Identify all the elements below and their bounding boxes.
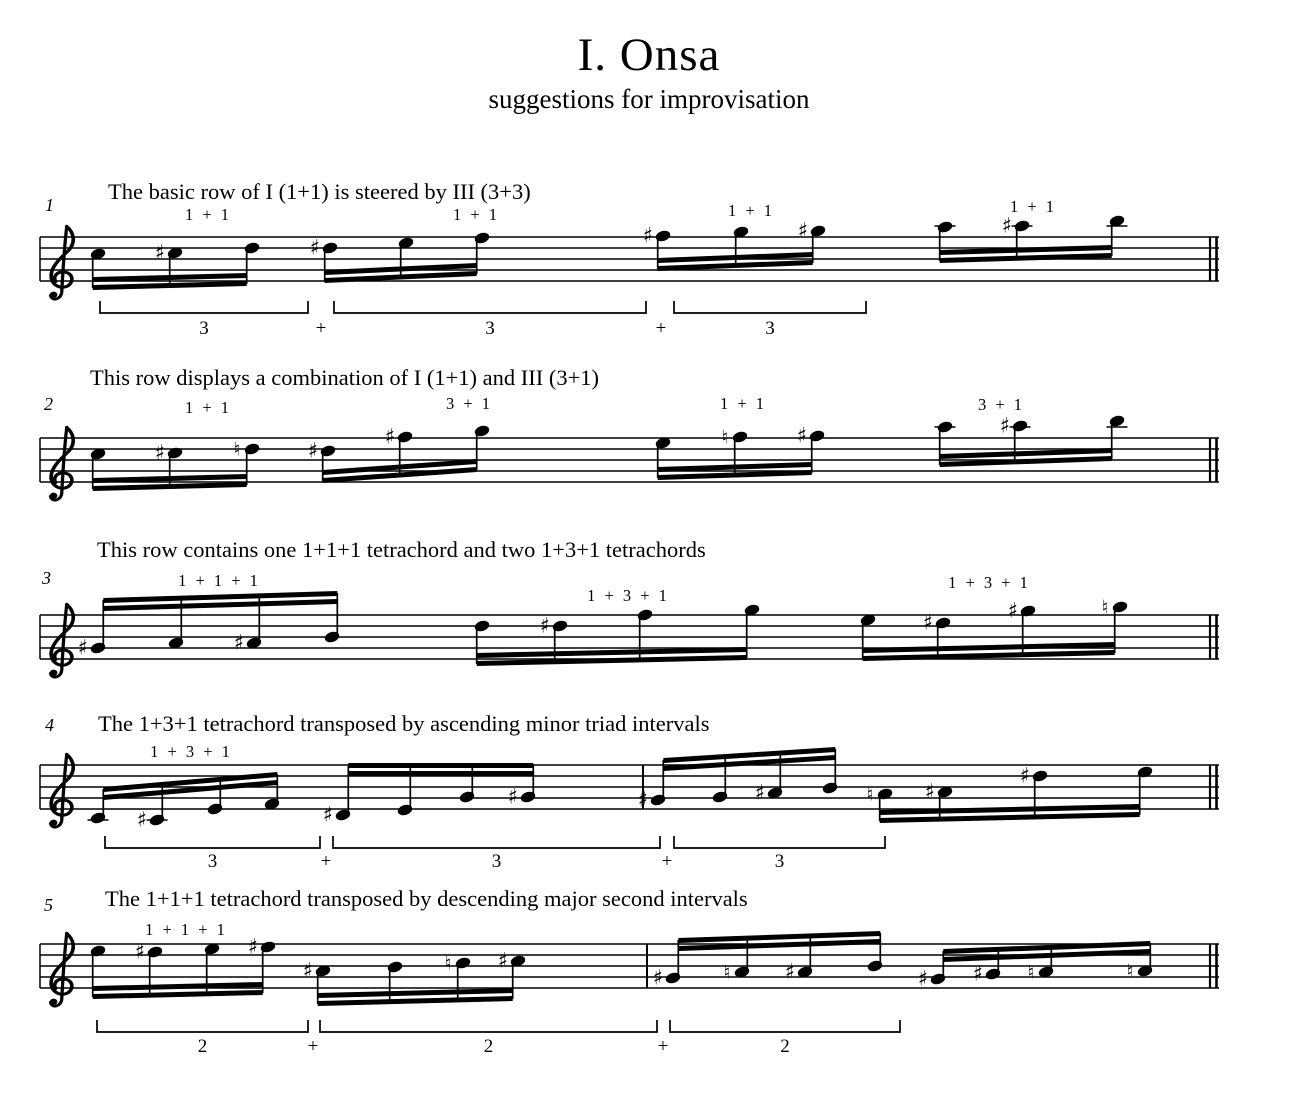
analysis-bracket: [674, 836, 885, 848]
group-interval-label: 1 + 1: [452, 205, 498, 224]
plus-sign: +: [307, 1036, 319, 1057]
note-group: [89, 920, 276, 999]
sharp-icon: ♯: [322, 802, 334, 827]
system-caption: The 1+3+1 tetrachord transposed by ascending minor triad intervals: [98, 711, 710, 736]
bracket-interval-label: 3: [774, 851, 785, 872]
sharp-icon: ♯: [796, 423, 808, 448]
analysis-bracket: [100, 301, 308, 313]
plus-sign: +: [661, 851, 673, 872]
system-caption: This row displays a combination of I (1+1) and III (3+1): [90, 365, 600, 390]
system-number: 3: [42, 568, 51, 588]
system-number: 1: [45, 195, 54, 215]
plus-sign: +: [315, 318, 327, 339]
note-group: [867, 764, 1154, 824]
system-caption: The 1+1+1 tetrachord transposed by descending major second intervals: [105, 886, 748, 911]
note-group: [638, 747, 839, 812]
system-number: 4: [45, 715, 54, 735]
sharp-icon: ♯: [497, 948, 509, 973]
analysis-bracket: [334, 301, 646, 313]
system-5: [40, 886, 1219, 1057]
sharp-icon: ♯: [999, 413, 1011, 438]
analysis-bracket: [674, 301, 866, 313]
sharp-icon: ♯: [972, 961, 984, 986]
natural-icon: ♮: [721, 426, 729, 449]
page-title: I. Onsa: [577, 29, 721, 81]
sharp-icon: ♯: [917, 966, 929, 991]
group-interval-label: 1 + 1: [719, 394, 765, 413]
sharp-icon: ♯: [154, 240, 166, 265]
clef-dot: [50, 670, 58, 676]
system-number: 5: [44, 895, 53, 915]
group-interval-label: 1 + 1 + 1: [145, 920, 225, 939]
note-group: [89, 398, 260, 491]
bracket-interval-label: 3: [765, 318, 775, 339]
natural-icon: ♮: [1126, 960, 1134, 983]
sharp-icon: ♯: [302, 958, 314, 983]
note-group: [653, 931, 884, 990]
natural-icon: ♮: [233, 438, 241, 461]
sharp-icon: ♯: [1001, 213, 1013, 238]
sharp-icon: ♯: [136, 807, 148, 832]
system-caption: This row contains one 1+1+1 tetrachord and two 1+3+1 tetrachords: [97, 537, 706, 562]
group-interval-label: 1 + 1: [1009, 197, 1055, 216]
analysis-bracket: [333, 836, 660, 848]
bracket-interval-label: 2: [197, 1036, 208, 1057]
natural-icon: ♮: [723, 961, 731, 984]
system-4: [40, 711, 1219, 872]
primary-beam: [348, 763, 533, 768]
group-interval-label: 1 + 1: [184, 205, 230, 224]
natural-icon: ♮: [866, 783, 874, 806]
system-2: [40, 365, 1219, 500]
plus-sign: +: [657, 1036, 669, 1057]
group-interval-label: 1 + 3 + 1: [587, 586, 667, 605]
note-group: [323, 763, 537, 827]
group-interval-label: 1 + 3 + 1: [948, 573, 1028, 592]
sharp-icon: ♯: [784, 959, 796, 984]
sharp-icon: ♯: [233, 630, 245, 655]
sharp-icon: ♯: [642, 223, 654, 248]
sharp-icon: ♯: [637, 787, 649, 812]
sharp-icon: ♯: [247, 934, 259, 959]
secondary-beam: [940, 245, 1112, 255]
system-1: [40, 179, 1219, 339]
note-group: [643, 201, 827, 271]
bracket-interval-label: 2: [483, 1036, 494, 1057]
secondary-beam: [318, 988, 513, 998]
natural-icon: ♮: [444, 952, 452, 975]
bracket-interval-label: 3: [207, 851, 218, 872]
group-interval-label: 3 + 1: [977, 395, 1023, 414]
primary-beam: [940, 253, 1112, 263]
sharp-icon: ♯: [1007, 598, 1019, 623]
group-interval-label: 1 + 1: [184, 398, 230, 417]
system-number: 2: [44, 394, 53, 414]
clef-dot: [50, 820, 58, 826]
natural-icon: ♮: [1101, 596, 1109, 619]
sharp-icon: ♯: [507, 784, 519, 809]
clef-dot: [50, 493, 58, 499]
note-group: [654, 394, 825, 480]
system-caption: The basic row of I (1+1) is steered by III (3+3): [108, 179, 531, 204]
note-group: [935, 197, 1128, 263]
secondary-beam: [348, 771, 533, 776]
primary-beam: [318, 996, 513, 1006]
natural-icon: ♮: [1027, 961, 1035, 984]
note-group: [935, 395, 1128, 467]
sharp-icon: ♯: [384, 424, 396, 449]
sharp-icon: ♯: [652, 965, 664, 990]
sharp-icon: ♯: [307, 438, 319, 463]
primary-beam: [93, 990, 263, 999]
page-subtitle: suggestions for improvisation: [488, 84, 810, 114]
sharp-icon: ♯: [797, 218, 809, 243]
analysis-bracket: [105, 836, 320, 848]
bracket-interval-label: 3: [199, 318, 209, 339]
sharp-icon: ♯: [539, 613, 551, 638]
plus-sign: +: [320, 851, 332, 872]
sharp-icon: ♯: [154, 440, 166, 465]
clef-dot: [50, 999, 58, 1005]
analysis-bracket: [320, 1020, 657, 1032]
note-group: [310, 205, 497, 283]
system-3: [40, 537, 1219, 677]
group-interval-label: 1 + 3 + 1: [150, 742, 230, 761]
sharp-icon: ♯: [754, 780, 766, 805]
analysis-bracket: [97, 1020, 308, 1032]
bracket-interval-label: 3: [491, 851, 502, 872]
secondary-beam: [93, 982, 263, 991]
group-interval-label: 1 + 1 + 1: [178, 571, 258, 590]
group-interval-label: 1 + 1: [727, 201, 773, 220]
analysis-bracket: [670, 1020, 900, 1032]
plus-sign: +: [655, 318, 667, 339]
group-interval-label: 3 + 1: [445, 394, 491, 413]
sharp-icon: ♯: [922, 610, 934, 635]
sharp-icon: ♯: [77, 635, 89, 660]
sharp-icon: ♯: [924, 779, 936, 804]
bracket-interval-label: 2: [780, 1036, 790, 1057]
sharp-icon: ♯: [309, 235, 321, 260]
sharp-icon: ♯: [1019, 763, 1031, 788]
sharp-icon: ♯: [134, 939, 146, 964]
bracket-interval-label: 3: [485, 318, 495, 339]
clef-dot: [50, 292, 58, 298]
